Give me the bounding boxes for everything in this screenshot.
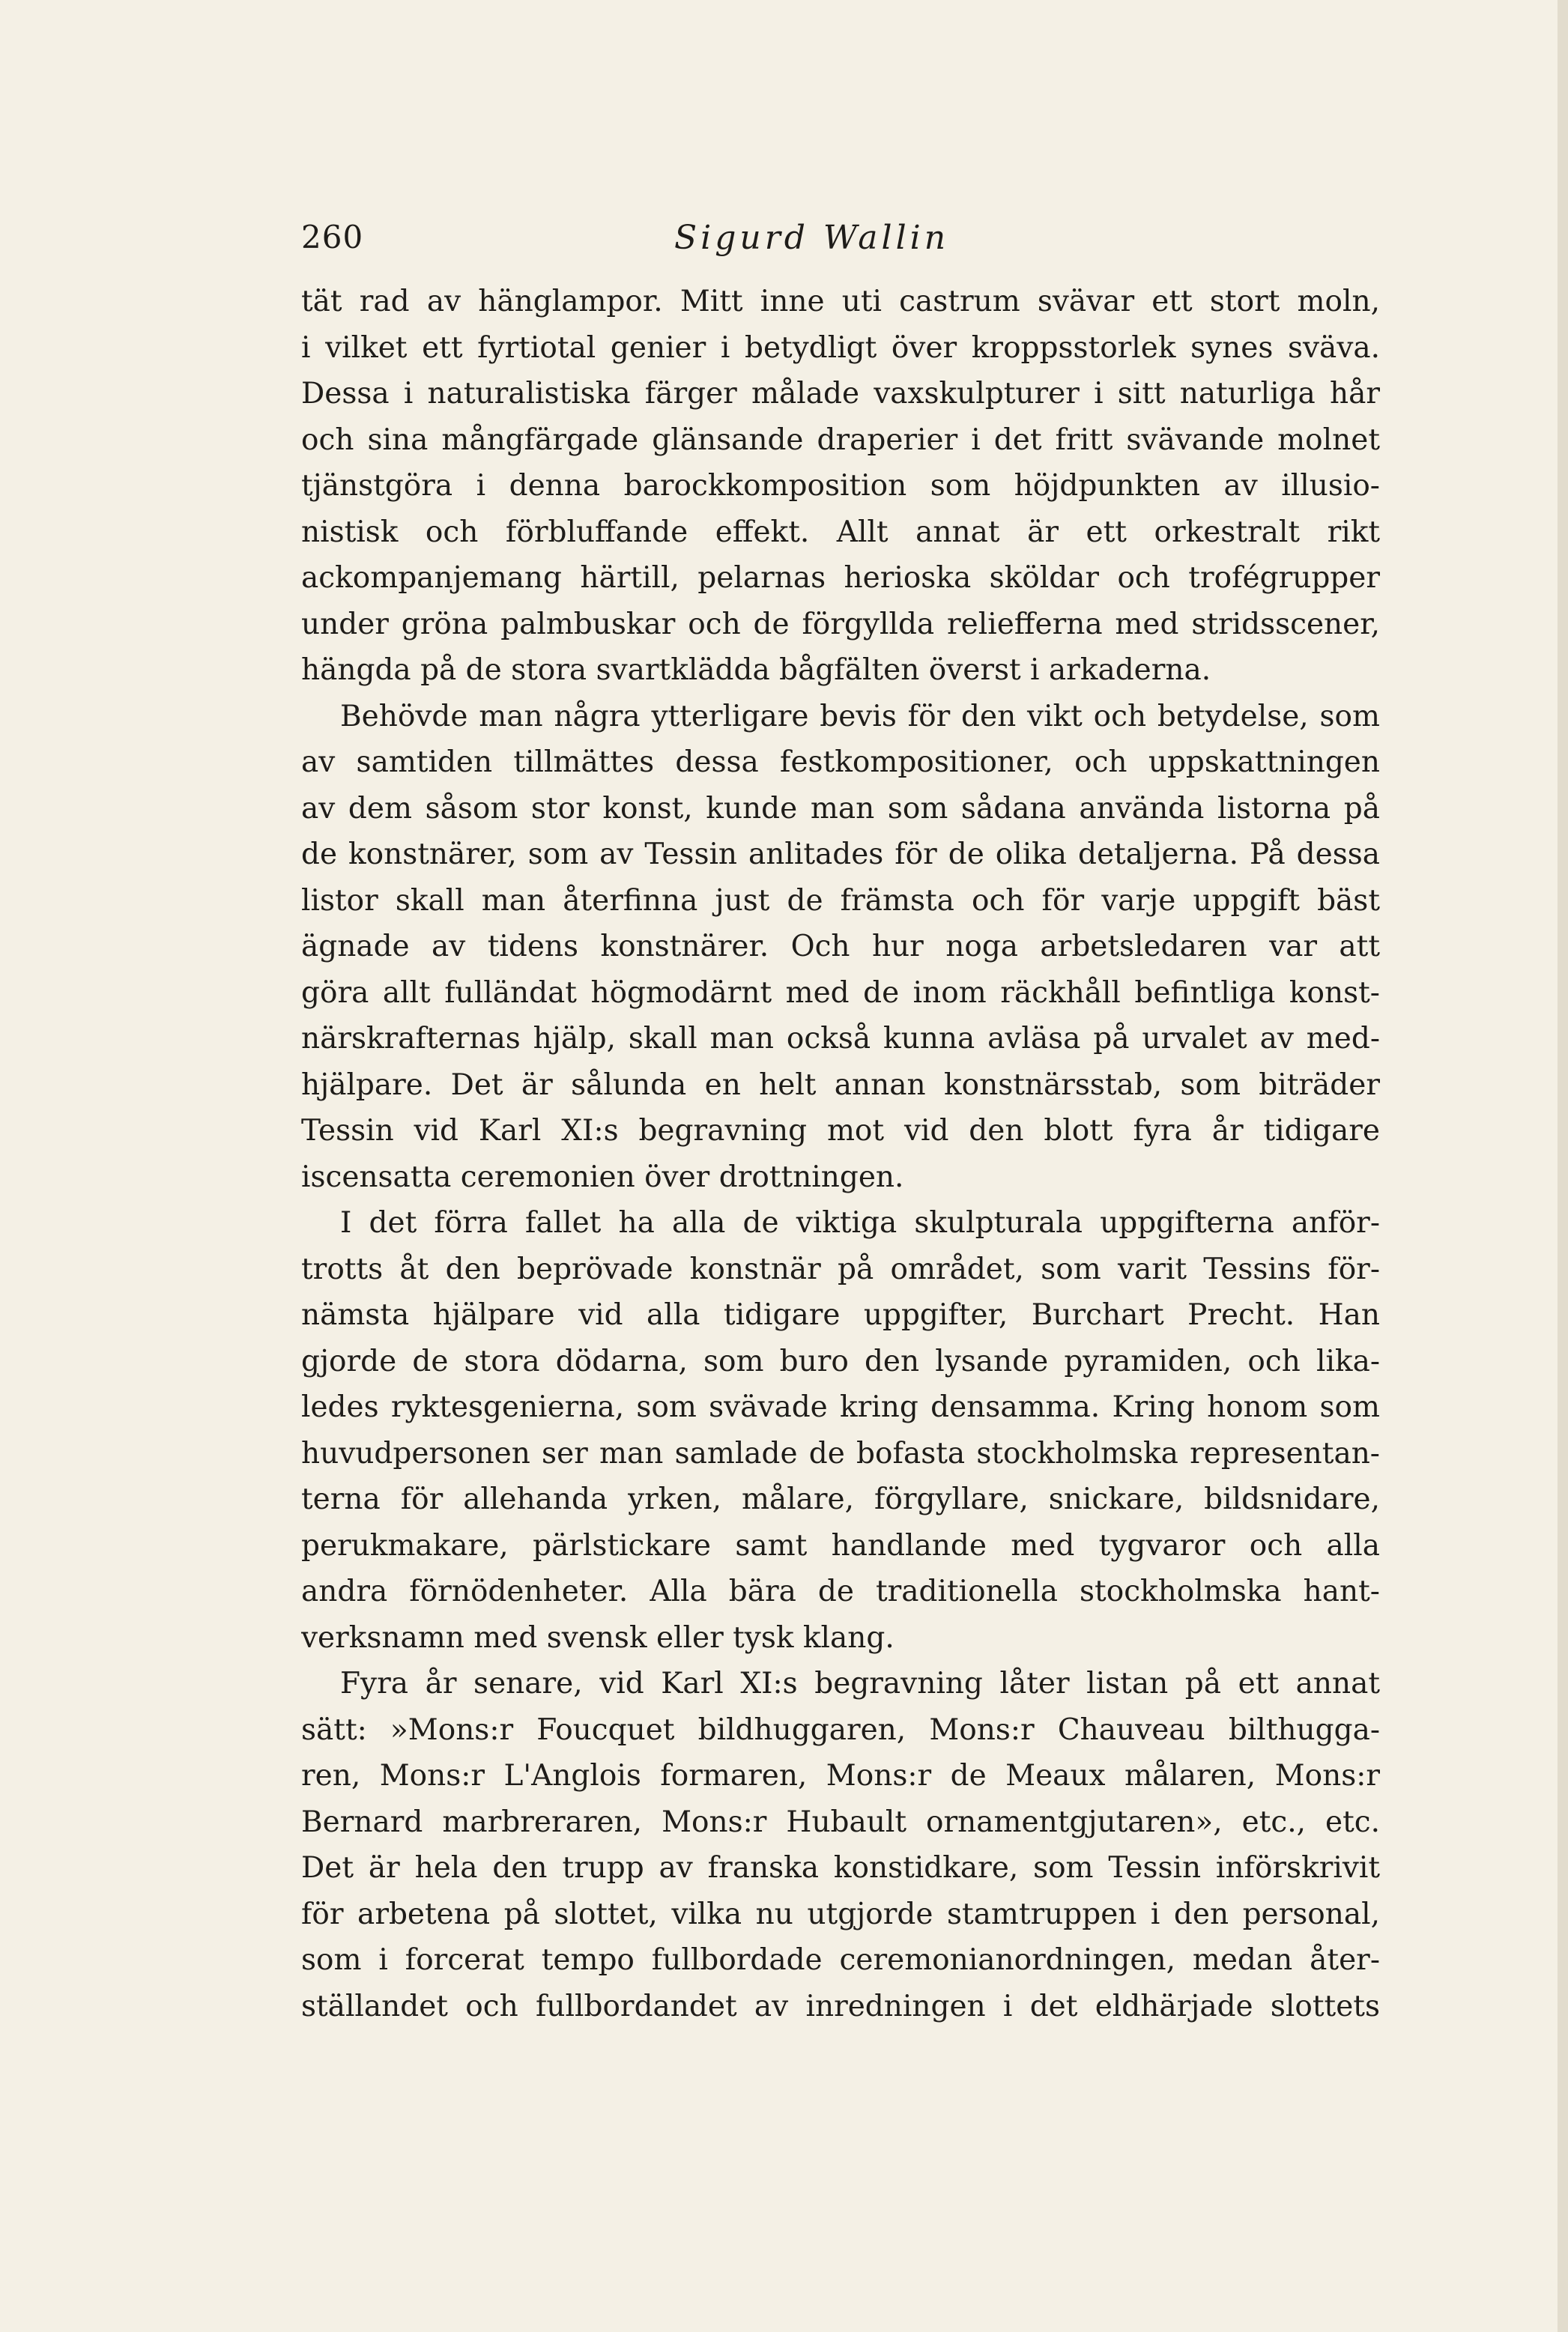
text-line: tjänstgöra i denna barockkomposition som höjdpunkten av illusio- — [301, 469, 1380, 503]
text-line: hjälpare. Det är sålunda en helt annan konstnärsstab, som biträder — [301, 1067, 1380, 1102]
text-line: ackompanjemang härtill, pelarnas herioska sköldar och trofégrupper — [301, 561, 1380, 595]
text-line: Det är hela den trupp av franska konstidkare, som Tessin införskrivit — [301, 1851, 1380, 1885]
body-text — [301, 279, 1380, 2029]
text-line: Behövde man några ytterligare bevis för den vikt och betydelse, som — [340, 699, 1380, 733]
page-header — [301, 219, 1380, 264]
page-number: 260 — [301, 219, 364, 255]
text-line: tät rad av hänglampor. Mitt inne uti castrum svävar ett stort moln, — [301, 285, 1380, 318]
text-line: och sina mångfärgade glänsande draperier i det fritt svävande molnet — [301, 423, 1380, 457]
text-line: perukmakare, pärlstickare samt handlande med tygvaror och alla — [301, 1528, 1380, 1563]
text-line: nämsta hjälpare vid alla tidigare uppgifter, Burchart Precht. Han — [301, 1298, 1380, 1332]
text-line: ägnade av tidens konstnärer. Och hur noga arbetsledaren var att — [301, 930, 1380, 963]
text-line: under gröna palmbuskar och de förgyllda reliefferna med stridsscener, — [301, 607, 1380, 641]
text-line: iscensatta ceremonien över drottningen. — [301, 1160, 904, 1194]
text-line: nistisk och förbluffande effekt. Allt annat är ett orkestralt rikt — [301, 515, 1380, 549]
text-line: närskrafternas hjälp, skall man också kunna avläsa på urvalet av med- — [301, 1022, 1380, 1056]
text-line: som i forcerat tempo fullbordade ceremonianordningen, medan åter- — [301, 1943, 1380, 1977]
text-line: Bernard marbreraren, Mons:r Hubault ornamentgjutaren», etc., etc. — [301, 1805, 1380, 1839]
text-line: ställandet och fullbordandet av inredningen i det eldhärjade slottets — [301, 1989, 1380, 2023]
text-line: gjorde de stora dödarna, som buro den lysande pyramiden, och lika- — [301, 1344, 1380, 1378]
text-line: för arbetena på slottet, vilka nu utgjorde stamtruppen i den personal, — [301, 1897, 1380, 1931]
text-line: ren, Mons:r L'Anglois formaren, Mons:r de Meaux målaren, Mons:r — [301, 1759, 1380, 1793]
text-line: i vilket ett fyrtiotal genier i betydligt över kroppsstorlek synes sväva. — [301, 330, 1380, 365]
text-line: huvudpersonen ser man samlade de bofasta stockholmska representan- — [301, 1436, 1380, 1471]
text-line: terna för allehanda yrken, målare, förgyllare, snickare, bildsnidare, — [301, 1483, 1380, 1516]
text-line: av samtiden tillmättes dessa festkompositioner, och uppskattningen — [301, 745, 1380, 779]
text-line: de konstnärer, som av Tessin anlitades för de olika detaljerna. På dessa — [301, 838, 1380, 871]
text-line: Tessin vid Karl XI:s begravning mot vid den blott fyra år tidigare — [301, 1114, 1380, 1148]
text-line: listor skall man återfinna just de främsta och för varje uppgift bäst — [301, 883, 1380, 918]
text-line: göra allt fulländat högmodärnt med de inom räckhåll befintliga konst- — [301, 975, 1380, 1010]
text-line: I det förra fallet ha alla de viktiga skulpturala uppgifterna anför- — [340, 1206, 1380, 1240]
text-line: av dem såsom stor konst, kunde man som sådana använda listorna på — [301, 791, 1380, 826]
text-line: verksnamn med svensk eller tysk klang. — [301, 1620, 895, 1655]
running-head: Sigurd Wallin — [674, 219, 950, 257]
text-line: andra förnödenheter. Alla bära de traditionella stockholmska hant- — [301, 1575, 1380, 1608]
text-line: trotts åt den beprövade konstnär på området, som varit Tessins för- — [301, 1252, 1380, 1286]
text-line: hängda på de stora svartklädda bågfälten överst i arkaderna. — [301, 653, 1211, 687]
text-line: ledes ryktesgenierna, som svävade kring densamma. Kring honom som — [301, 1390, 1380, 1424]
text-line: Dessa i naturalistiska färger målade vaxskulpturer i sitt naturliga hår — [301, 377, 1380, 411]
text-line: Fyra år senare, vid Karl XI:s begravning låter listan på ett annat — [340, 1667, 1380, 1700]
text-line: sätt: »Mons:r Foucquet bildhuggaren, Mons:r Chauveau bilthugga- — [301, 1712, 1380, 1747]
